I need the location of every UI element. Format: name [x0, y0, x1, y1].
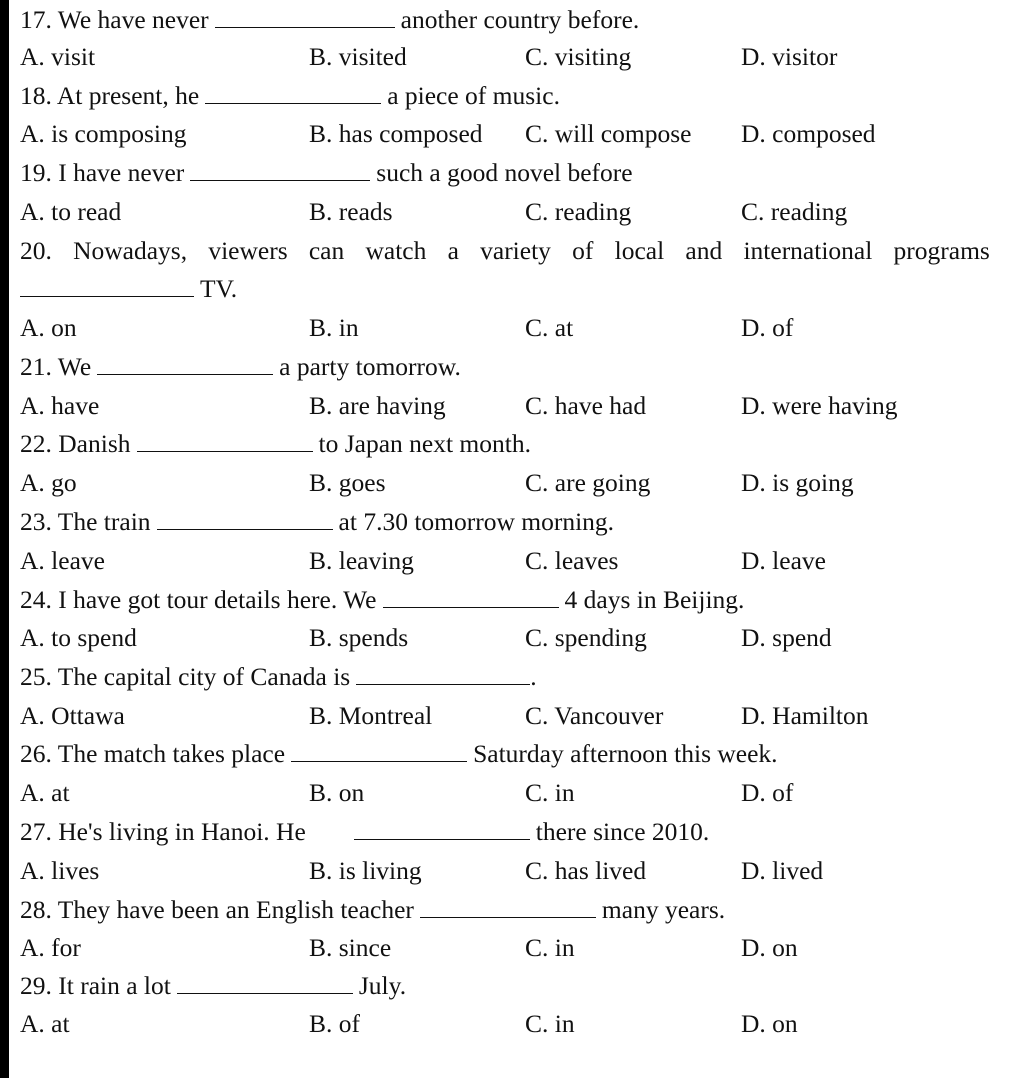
option-a[interactable]: A. for: [20, 933, 81, 962]
question-27-options: [20, 851, 990, 890]
answer-blank[interactable]: [157, 505, 333, 530]
question-24-prompt: 24. I have got tour details here. We 4 days in Beijing.: [20, 585, 745, 614]
question-20-prompt: 20. Nowadays, viewers can watch a variety of local and international programs: [20, 236, 990, 265]
option-b[interactable]: B. has composed: [309, 119, 483, 148]
option-b[interactable]: B. in: [309, 313, 359, 342]
option-a[interactable]: A. leave: [20, 546, 105, 575]
question-26-options: [20, 773, 990, 812]
question-25-prompt: 25. The capital city of Canada is .: [20, 662, 537, 691]
answer-blank[interactable]: [383, 583, 559, 608]
option-c[interactable]: C. in: [525, 933, 575, 962]
option-a[interactable]: A. at: [20, 778, 70, 807]
answer-blank[interactable]: [205, 79, 381, 104]
answer-blank[interactable]: [354, 815, 530, 840]
option-a[interactable]: A. at: [20, 1009, 70, 1038]
option-d[interactable]: D. on: [741, 1009, 798, 1038]
option-a[interactable]: A. is composing: [20, 119, 187, 148]
question-17-prompt: 17. We have never another country before.: [20, 5, 640, 34]
option-c[interactable]: C. reading: [525, 197, 632, 226]
option-a[interactable]: A. Ottawa: [20, 701, 125, 730]
question-27-prompt: 27. He's living in Hanoi. He there since 2010.: [20, 817, 710, 846]
option-a[interactable]: A. to read: [20, 197, 122, 226]
option-a[interactable]: A. go: [20, 468, 77, 497]
answer-blank[interactable]: [420, 893, 596, 918]
option-d[interactable]: D. visitor: [741, 42, 838, 71]
answer-blank[interactable]: [177, 969, 353, 994]
answer-blank[interactable]: [215, 3, 395, 28]
option-b[interactable]: B. spends: [309, 623, 409, 652]
question-17-options: [20, 37, 990, 76]
option-d[interactable]: D. of: [741, 778, 794, 807]
answer-blank[interactable]: [190, 156, 370, 181]
answer-blank[interactable]: [20, 272, 194, 297]
option-b[interactable]: B. on: [309, 778, 365, 807]
question-19-options: [20, 192, 990, 231]
option-b[interactable]: B. Montreal: [309, 701, 433, 730]
question-28-options: [20, 928, 990, 967]
option-b[interactable]: B. is living: [309, 856, 422, 885]
option-b[interactable]: B. reads: [309, 197, 393, 226]
option-a[interactable]: A. to spend: [20, 623, 137, 652]
question-18-prompt: 18. At present, he a piece of music.: [20, 81, 560, 110]
option-b[interactable]: B. are having: [309, 391, 446, 420]
question-20-options: [20, 308, 990, 347]
option-a[interactable]: A. visit: [20, 42, 96, 71]
option-a[interactable]: A. have: [20, 391, 100, 420]
option-c[interactable]: C. are going: [525, 468, 651, 497]
option-c[interactable]: C. Vancouver: [525, 701, 664, 730]
question-22-options: [20, 463, 990, 502]
left-border-bar: [0, 0, 9, 1078]
option-b[interactable]: B. of: [309, 1009, 360, 1038]
option-d[interactable]: D. spend: [741, 623, 832, 652]
option-c[interactable]: C. spending: [525, 623, 647, 652]
option-c[interactable]: C. at: [525, 313, 574, 342]
option-a[interactable]: A. lives: [20, 856, 100, 885]
option-d[interactable]: C. reading: [741, 197, 848, 226]
option-d[interactable]: D. leave: [741, 546, 826, 575]
option-b[interactable]: B. leaving: [309, 546, 414, 575]
question-18-options: [20, 114, 990, 153]
answer-blank[interactable]: [137, 427, 313, 452]
option-d[interactable]: D. lived: [741, 856, 824, 885]
option-c[interactable]: C. in: [525, 778, 575, 807]
option-d[interactable]: D. is going: [741, 468, 854, 497]
question-24-options: [20, 618, 990, 657]
question-23-prompt: 23. The train at 7.30 tomorrow morning.: [20, 507, 615, 536]
option-c[interactable]: C. visiting: [525, 42, 632, 71]
option-d[interactable]: D. on: [741, 933, 798, 962]
question-20-prompt-continued: TV.: [20, 269, 990, 308]
option-b[interactable]: B. visited: [309, 42, 407, 71]
question-29-prompt: 29. It rain a lot July.: [20, 971, 407, 1000]
question-21-prompt: 21. We a party tomorrow.: [20, 352, 461, 381]
answer-blank[interactable]: [97, 350, 273, 375]
option-d[interactable]: D. were having: [741, 391, 898, 420]
question-25-options: [20, 696, 990, 735]
option-a[interactable]: A. on: [20, 313, 77, 342]
answer-blank[interactable]: [356, 660, 530, 685]
question-29-options: [20, 1004, 990, 1043]
question-28-prompt: 28. They have been an English teacher many years.: [20, 895, 726, 924]
option-c[interactable]: C. leaves: [525, 546, 619, 575]
option-d[interactable]: D. composed: [741, 119, 876, 148]
option-c[interactable]: C. have had: [525, 391, 647, 420]
option-c[interactable]: C. has lived: [525, 856, 647, 885]
question-23-options: [20, 541, 990, 580]
option-b[interactable]: B. goes: [309, 468, 386, 497]
option-d[interactable]: D. of: [741, 313, 794, 342]
answer-blank[interactable]: [291, 737, 467, 762]
question-22-prompt: 22. Danish to Japan next month.: [20, 429, 531, 458]
question-21-options: [20, 386, 990, 425]
option-c[interactable]: C. in: [525, 1009, 575, 1038]
worksheet: [20, 0, 990, 1078]
option-b[interactable]: B. since: [309, 933, 392, 962]
option-c[interactable]: C. will compose: [525, 119, 692, 148]
option-d[interactable]: D. Hamilton: [741, 701, 869, 730]
question-26-prompt: 26. The match takes place Saturday afternoon this week.: [20, 739, 778, 768]
question-19-prompt: 19. I have never such a good novel before: [20, 158, 633, 187]
